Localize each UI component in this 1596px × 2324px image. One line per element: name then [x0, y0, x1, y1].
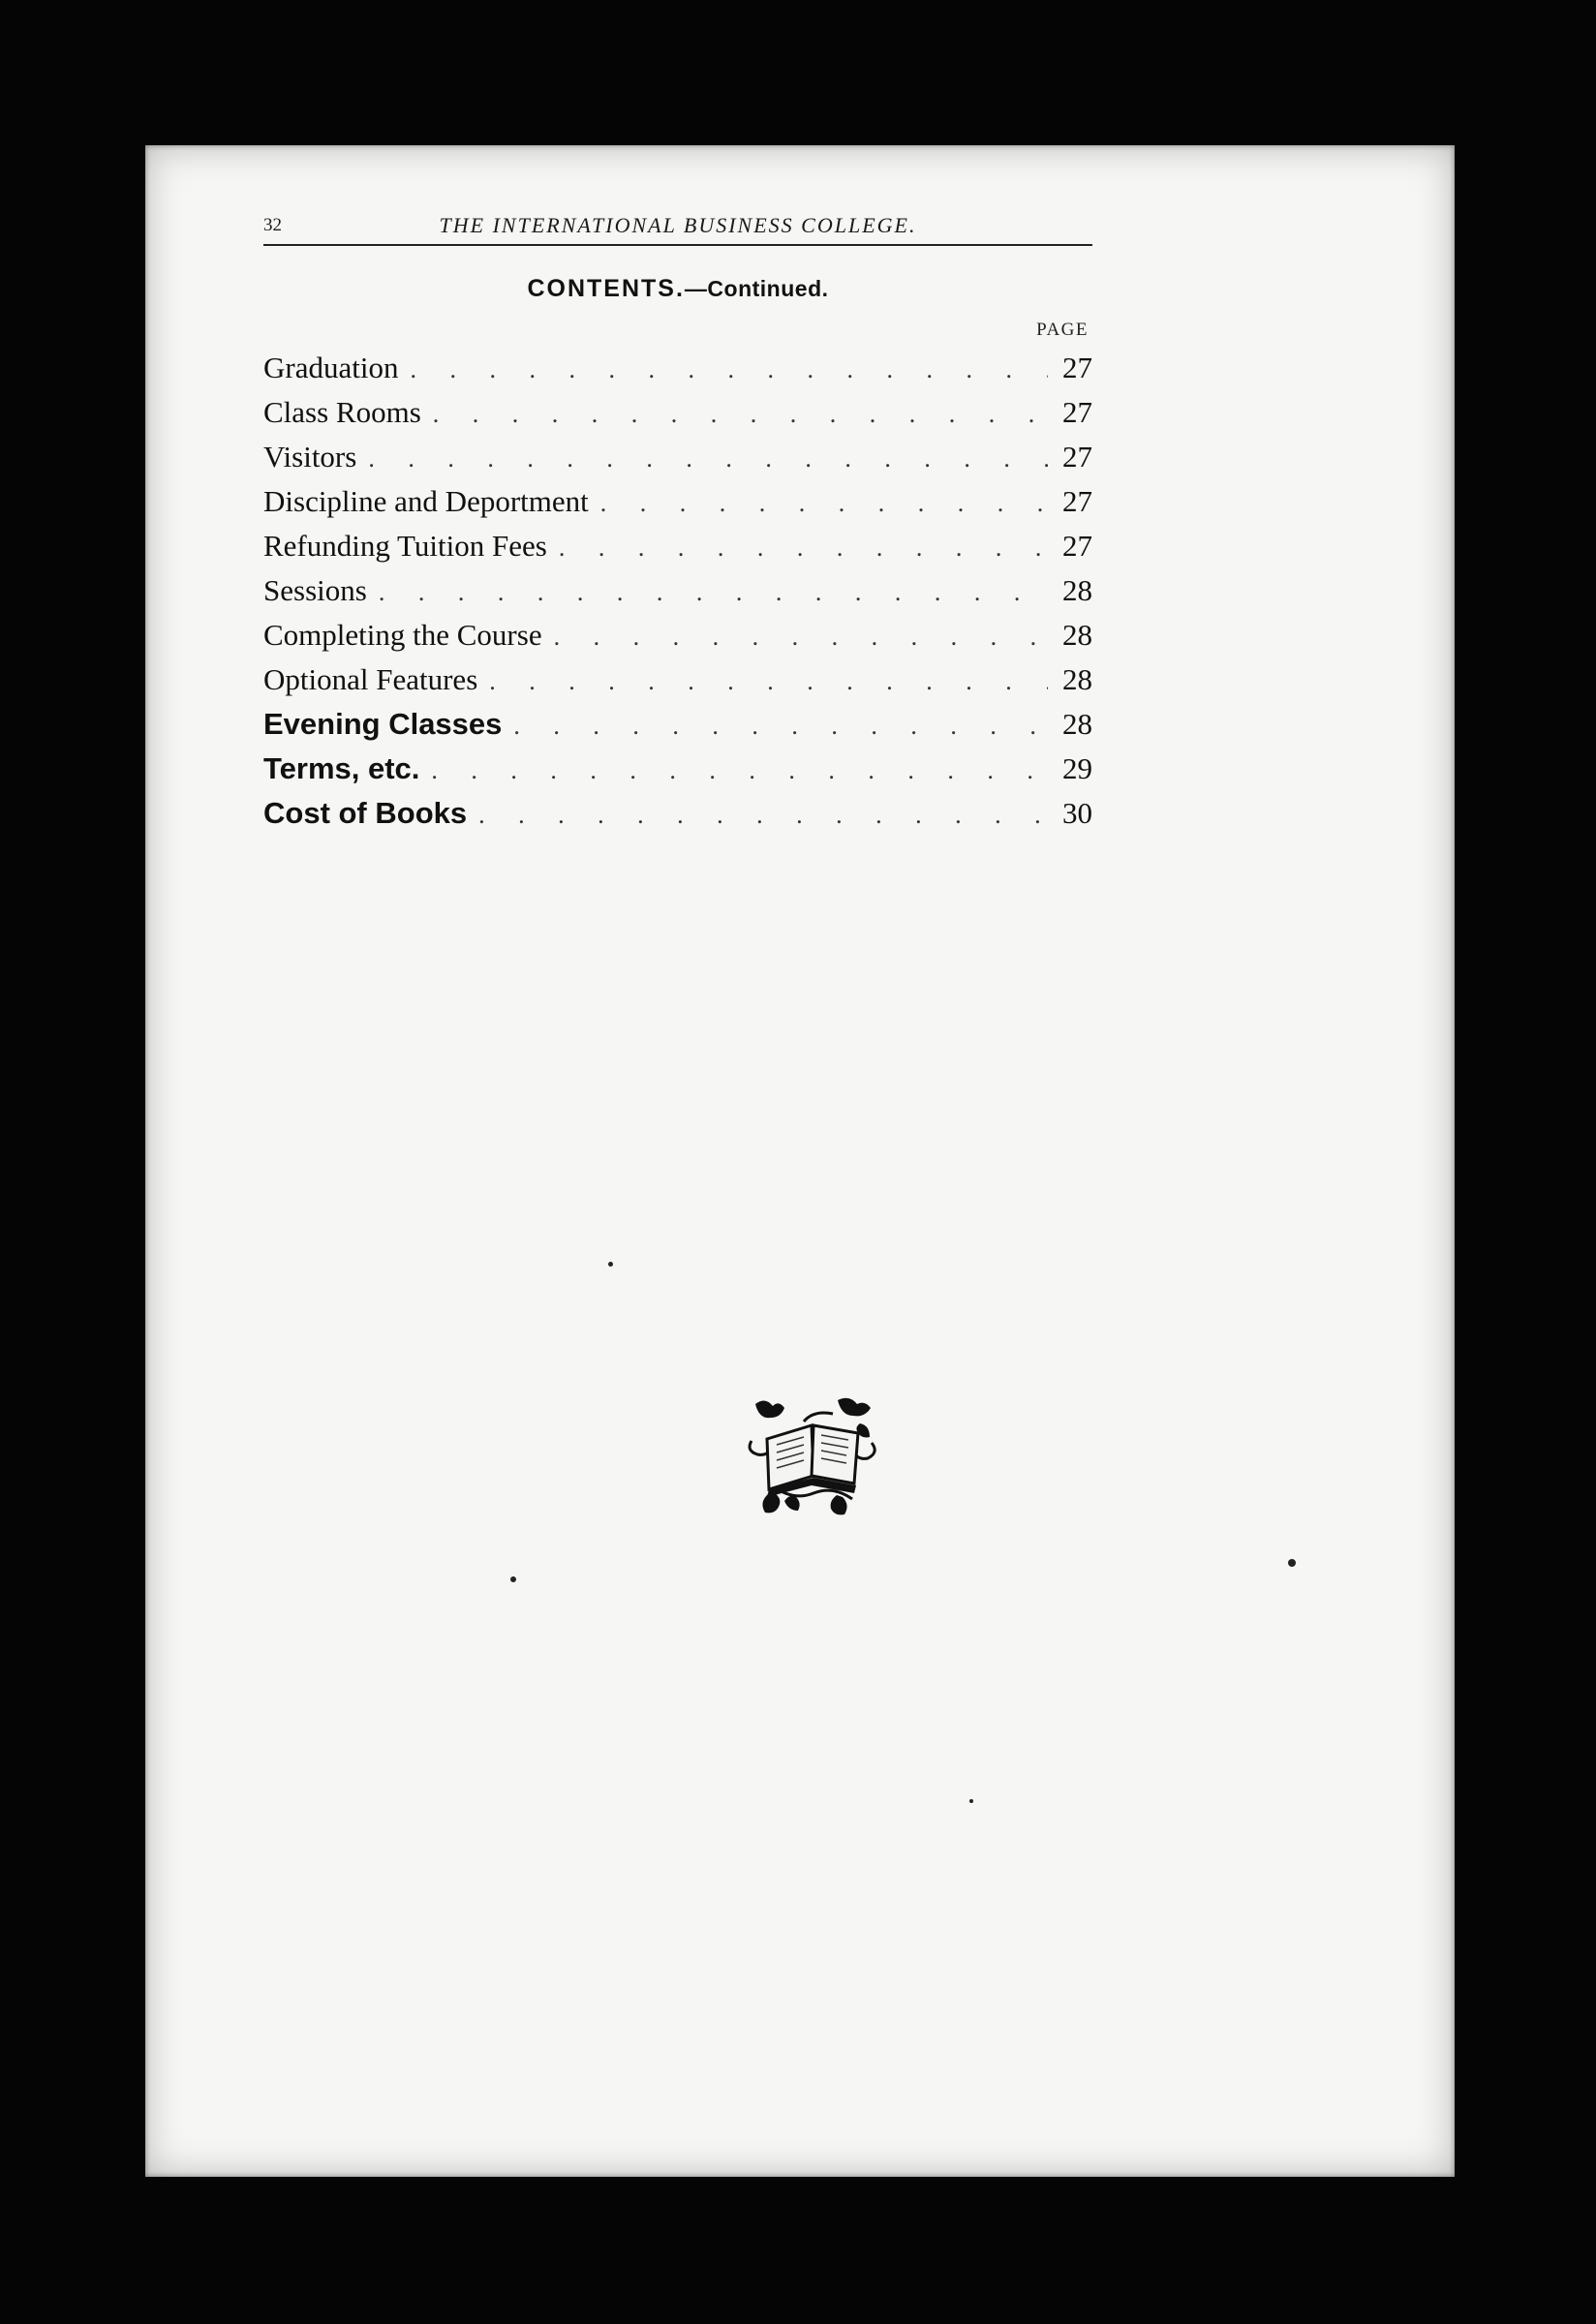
toc-entry-page: 27 [1062, 351, 1092, 384]
scan-speck [608, 1262, 613, 1267]
toc-entry-label: Graduation [263, 351, 399, 384]
toc-entry-label: Visitors [263, 440, 357, 474]
toc-entry-page: 28 [1062, 707, 1092, 741]
dot-leader [379, 578, 1048, 607]
table-of-contents [263, 351, 1092, 841]
toc-entry-label: Cost of Books [263, 796, 468, 830]
toc-entry-page: 28 [1062, 573, 1092, 607]
scan-speck [969, 1799, 973, 1803]
toc-entry-label: Evening Classes [263, 707, 503, 741]
toc-entry [263, 484, 1092, 529]
toc-entry [263, 662, 1092, 707]
page-number: 32 [263, 215, 282, 235]
toc-entry-label: Class Rooms [263, 395, 421, 429]
scan-speck [510, 1576, 516, 1582]
toc-entry [263, 440, 1092, 484]
dot-leader [410, 355, 1048, 384]
toc-entry-page: 27 [1062, 395, 1092, 429]
toc-entry-page: 27 [1062, 440, 1092, 474]
toc-entry [263, 618, 1092, 662]
scan-speck [1288, 1559, 1296, 1567]
toc-entry-label: Sessions [263, 573, 367, 607]
toc-entry [263, 395, 1092, 440]
dot-leader [368, 444, 1048, 474]
contents-heading-suffix: —Continued. [684, 276, 829, 301]
toc-entry-page: 28 [1062, 662, 1092, 696]
page-column-label: PAGE [1036, 320, 1089, 340]
open-book-with-oak-leaves-icon [746, 1394, 881, 1520]
dot-leader [478, 801, 1048, 830]
toc-entry [263, 751, 1092, 796]
toc-entry-label: Discipline and Deportment [263, 484, 589, 518]
dot-leader [513, 712, 1048, 741]
running-header [263, 205, 1092, 246]
toc-entry [263, 573, 1092, 618]
toc-entry-page: 30 [1062, 796, 1092, 830]
toc-entry-page: 28 [1062, 618, 1092, 652]
dot-leader [554, 623, 1048, 652]
toc-entry [263, 529, 1092, 573]
toc-entry-label: Completing the Course [263, 618, 542, 652]
dot-leader [433, 400, 1048, 429]
dot-leader [559, 534, 1048, 563]
toc-entry-page: 29 [1062, 751, 1092, 785]
toc-entry-label: Terms, etc. [263, 751, 420, 785]
dot-leader [431, 756, 1048, 785]
toc-entry [263, 707, 1092, 751]
toc-entry [263, 796, 1092, 841]
toc-entry-page: 27 [1062, 529, 1092, 563]
toc-entry-label: Optional Features [263, 662, 478, 696]
toc-entry-page: 27 [1062, 484, 1092, 518]
running-title: THE INTERNATIONAL BUSINESS COLLEGE. [439, 213, 917, 237]
dot-leader [489, 667, 1048, 696]
contents-heading [263, 275, 1092, 303]
toc-entry [263, 351, 1092, 395]
contents-heading-main: CONTENTS. [527, 275, 685, 302]
dot-leader [600, 489, 1048, 518]
toc-entry-label: Refunding Tuition Fees [263, 529, 547, 563]
